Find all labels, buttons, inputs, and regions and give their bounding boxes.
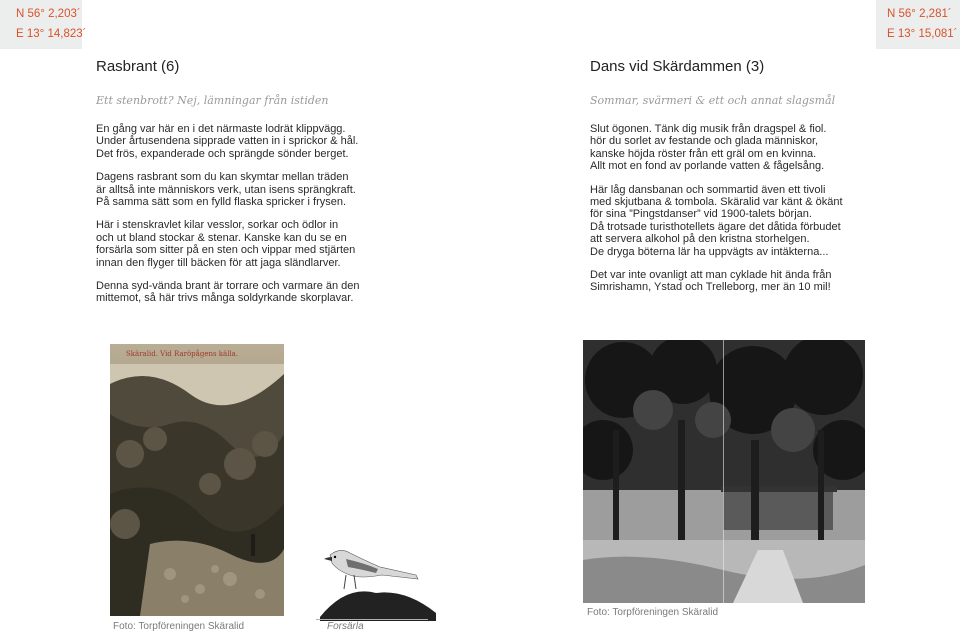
- text-line: Dagens rasbrant som du kan skymtar mellan träden: [96, 171, 349, 184]
- text-line: En gång var här en i det närmaste lodrät klippvägg.: [96, 123, 346, 135]
- text-line: Det var inte ovanligt att man cyklade hit ända från: [590, 269, 832, 282]
- wagtail-icon: [316, 545, 440, 621]
- text-line: Under årtusendena sipprade vatten in i sprickor & hål.: [96, 135, 359, 148]
- text-line: Det frös, expanderade och sprängde sönder berget.: [96, 147, 349, 160]
- text-line: De dryga böterna lär ha uppvägts av intäkterna...: [590, 245, 829, 258]
- right-subtitle: Sommar, svärmeri & ett och annat slagsmål: [590, 94, 836, 107]
- ravine-image: [110, 344, 284, 616]
- text-line: Slut ögonen. Tänk dig musik från dragspel & fiol.: [590, 123, 827, 135]
- left-paragraph-4: [96, 280, 396, 305]
- text-line: Då trotsade turisthotellets ägare det dåtida förbudet: [590, 220, 841, 233]
- right-paragraph-2: [590, 184, 890, 258]
- bird-caption-rule: [316, 619, 428, 620]
- postcard-caption: Skäralid. Vid Raröpågens källa.: [126, 350, 239, 358]
- text-line: och ut bland stockar & stenar. Kanske kan du se en: [96, 231, 347, 244]
- text-line: forsärla som sitter på en sten och vippar med stjärten: [96, 244, 356, 257]
- right-paragraph-3: [590, 269, 890, 294]
- right-column: [590, 57, 890, 294]
- longitude-right: E 13° 15,081´: [887, 27, 958, 40]
- text-line: för sina ”Pingstdanser” vid 1900-talets början.: [590, 208, 812, 221]
- dance-pavilion-photo: [583, 340, 865, 603]
- left-photo-caption: Foto: Torpföreningen Skäralid: [113, 621, 245, 632]
- text-line: På samma sätt som en fylld flaska spricker i frysen.: [96, 196, 347, 209]
- text-line: kanske höjda röster från ett gräl om en kvinna.: [590, 147, 817, 160]
- latitude-right: N 56° 2,281´: [887, 8, 952, 20]
- coordinates-right: [876, 0, 960, 49]
- coordinates-left: [0, 0, 87, 49]
- text-line: med skjutbana & tombola. Skäralid var känt & ökänt: [590, 196, 843, 209]
- text-line: Denna syd-vända brant är torrare och varmare än den: [96, 280, 360, 293]
- left-title: Rasbrant (6): [96, 58, 180, 75]
- bird-caption: Forsärla: [327, 621, 364, 632]
- bird-illustration: [316, 545, 440, 621]
- text-line: Allt mot en fond av porlande vatten & fågelsång.: [590, 160, 825, 173]
- text-line: innan den flyger till bäcken för att jaga sländlarver.: [96, 256, 341, 269]
- postcard-photo: [110, 344, 284, 616]
- text-line: är alltså inte människors verk, utan isens sprängkraft.: [96, 183, 356, 196]
- left-subtitle: Ett stenbrott? Nej, lämningar från istiden: [96, 94, 329, 107]
- text-line: mittemot, så här trivs många soldyrkande skorplavar.: [96, 292, 354, 305]
- left-column: [96, 57, 396, 305]
- longitude-left: E 13° 14,823´: [16, 27, 87, 40]
- right-paragraph-1: [590, 123, 890, 173]
- text-line: Här låg dansbanan och sommartid även ett tivoli: [590, 183, 826, 196]
- text-line: att servera alkohol på den kristna storhelgen.: [590, 233, 810, 246]
- text-line: Här i stenskravlet kilar vesslor, sorkar och ödlor in: [96, 219, 339, 232]
- left-paragraph-2: [96, 171, 396, 208]
- latitude-left: N 56° 2,203´: [16, 8, 81, 20]
- left-paragraph-3: [96, 219, 396, 269]
- text-line: hör du sorlet av festande och glada människor,: [590, 135, 819, 148]
- pavilion-image: [583, 340, 865, 603]
- right-title: Dans vid Skärdammen (3): [590, 58, 765, 75]
- text-line: Simrishamn, Ystad och Trelleborg, mer än 10 mil!: [590, 281, 831, 294]
- right-photo-caption: Foto: Torpföreningen Skäralid: [587, 607, 719, 618]
- left-paragraph-1: [96, 123, 396, 160]
